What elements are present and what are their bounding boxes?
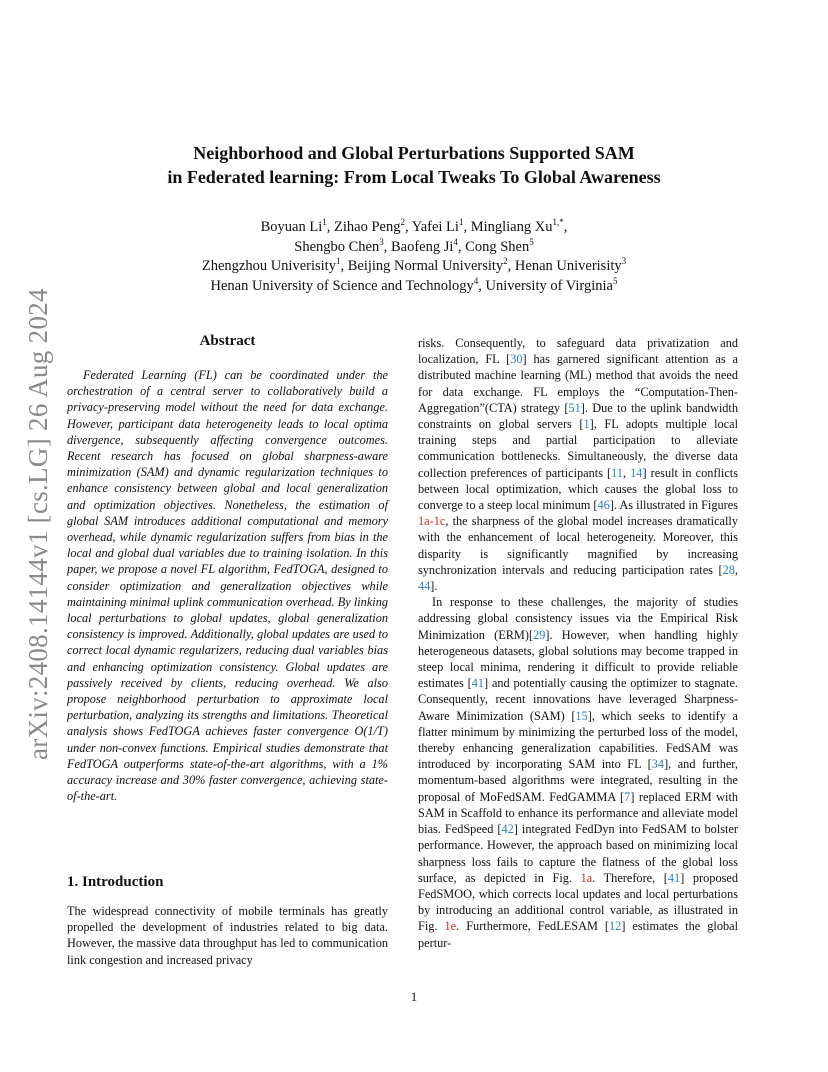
author-affil: 5 [529, 236, 534, 247]
citation-link[interactable]: 34 [651, 757, 665, 772]
author-name: Baofeng Ji [391, 238, 454, 255]
citation-link[interactable]: 41 [667, 870, 681, 885]
text-run: ]. As illustrated in Figures [609, 498, 738, 513]
introduction-heading: 1. Introduction [67, 874, 164, 890]
text-run: ] and potentially causing the optimizer to stagnate. Consequently, recent innovations have leveraged Sharpness-Aware Minimization (SAM) [ [418, 676, 738, 723]
figure-link[interactable]: 1a-1c [418, 514, 446, 529]
text-run: ]. However, when handling highly heterogeneous datasets, global solutions may become trapped in steep local minima, rendering it difficult to provide reliable estimates [ [418, 627, 738, 691]
text-run: ], FL adopts multiple local training steps and partial participation to alleviate communication bottlenecks. Simultaneously, the diverse data collection preferences of participants [ [418, 417, 738, 480]
abstract-heading: Abstract [199, 333, 256, 349]
citation-link[interactable]: 1 [583, 417, 590, 432]
text-run: , the sharpness of the global model increases dramatically with the enhancement of local heterogeneity. Moreover, this disparity is significantly magnified by increasing synchronization intervals and reducing participation rates [ [418, 514, 738, 577]
title-line-1: Neighborhood and Global Perturbations Supported SAM [193, 143, 635, 163]
paper-title [0, 141, 828, 189]
text-run: ] proposed FedSMOO, which corrects local updates and local perturbations by introducing an additional control variable, as illustrated in Fig. [418, 870, 738, 934]
author-name: Cong Shen [465, 238, 530, 255]
figure-link[interactable]: 1e [444, 919, 457, 934]
affiliation: University of Virginia [485, 277, 613, 294]
text-run: . Therefore, [ [592, 870, 668, 885]
citation-link[interactable]: 28 [722, 562, 735, 577]
text-run: ] has garnered significant attention as a distributed machine learning (ML) method that avoids the need for data exchange. FL employs the “Computation-Then-Aggregation”(CTA) strategy [ [418, 352, 739, 415]
author-affil: 1 [458, 217, 464, 228]
citation-link[interactable]: 15 [575, 708, 588, 723]
author-name: Zihao Peng [334, 219, 401, 235]
affiliation-line-1: Zhengzhou Univerisity$^1$, Beijing Normal University$^2$, Henan Univerisity$^3$ [201, 256, 627, 275]
author-name: Boyuan Li [260, 219, 323, 235]
text-run: ] replaced ERM with SAM in Scaffold to enhance its performance and alleviate model bias. FedSpeed [ [418, 789, 739, 837]
citation-link[interactable]: 11 [611, 465, 623, 480]
affiliation: Henan Univerisity [514, 258, 622, 275]
text-run: , [734, 562, 738, 577]
text-run: ] estimates the global pertur- [418, 919, 738, 950]
author-affil: 3 [379, 236, 384, 247]
right-column-text [418, 335, 738, 951]
intro-paragraph: The widespread connectivity of mobile terminals has greatly propelled the development of industries related to big data. However, the massive data throughput has led to communication link congestion and increased privacy [67, 904, 388, 967]
text-run: ]. [430, 579, 438, 594]
author-affil: 2 [400, 217, 405, 228]
author-name: Yafei Li [411, 219, 459, 235]
right-paragraph-1 [418, 335, 738, 594]
affiliation: Beijing Normal University [347, 258, 504, 275]
author-block [0, 218, 828, 296]
affil-mark: 3 [621, 256, 627, 267]
citation-link[interactable]: 7 [624, 789, 631, 804]
author-line-1: Boyuan Li$^1$, Zihao Peng$^2$, Yafei Li$^1$, Mingliang $Xu^{1,*}$, [260, 217, 568, 235]
affiliation-line-2: Henan University of Science and Technology$^4$, University of Virginia$^5$ [210, 275, 618, 294]
text-run: ]. Due to the uplink bandwidth constraints on global servers [ [418, 400, 738, 432]
author-affil: 4 [453, 236, 458, 247]
affil-mark: 1 [335, 256, 341, 267]
page-number: 1 [410, 990, 418, 1004]
arxiv-identifier: arXiv:2408.14144v1 [cs.LG] 26 Aug 2024 [23, 288, 53, 760]
citation-link[interactable]: 46 [597, 498, 610, 513]
citation-link[interactable]: 14 [630, 465, 643, 480]
text-run: ], and further, momentum-based algorithms were integrated, resulting in the proposal of MoFedSAM. FedGAMMA [ [418, 757, 738, 804]
abstract-text [67, 367, 388, 804]
author-line-2: Shengbo Chen$^3$, Baofeng Ji$^4$, Cong Shen$^5$ [294, 236, 534, 255]
author-affil: 1 [322, 217, 327, 228]
affiliation: Zhengzhou Univerisity [201, 258, 336, 275]
citation-link[interactable]: 29 [533, 627, 546, 642]
abstract-part-2: under non-convex functions. Empirical studies demonstrate that FedTOGA outperforms state-of-the-art algorithms, with a 1% accuracy increase and 30% faster convergence, achieving state-of-the-art. [67, 740, 388, 804]
author-name: Shengbo Chen [294, 238, 380, 255]
text-run: ] result in conflicts between local optimization, which causes the global loss to converge to a steep local minimum [ [418, 465, 738, 513]
abstract-paragraph [67, 367, 388, 804]
text-run: risks. Consequently, to safeguard data privatization and localization, FL [ [418, 336, 738, 367]
figure-link[interactable]: 1a [580, 870, 593, 885]
citation-link[interactable]: 42 [501, 822, 514, 837]
citation-link[interactable]: 41 [471, 676, 484, 691]
author-name: Mingliang Xu [470, 219, 553, 235]
citation-link[interactable]: 30 [510, 352, 523, 367]
text-run: ] integrated FedDyn into FedSAM to bolster performance. However, the approach based on minimizing local sharpness loss fails to capture the flatness of the global loss surface, as depicted in Fig. [418, 822, 738, 885]
author-affil: 1,* [552, 217, 564, 228]
citation-link[interactable]: 44 [418, 579, 431, 594]
text-run: . Furthermore, FedLESAM [ [456, 919, 610, 934]
introduction-left-text [67, 903, 388, 968]
affiliation: Henan University of Science and Technology [210, 277, 474, 294]
text-run: In response to these challenges, the majority of studies addressing global consistency issues via the Empirical Risk Minimization (ERM)[ [418, 595, 738, 642]
citation-link[interactable]: 51 [568, 400, 581, 415]
affil-mark: 5 [613, 275, 618, 286]
right-paragraph-2 [418, 594, 738, 950]
title-line-2: in Federated learning: From Local Tweaks To Global Awareness [167, 167, 661, 187]
text-run: , [623, 465, 631, 480]
text-run: ], which seeks to identify a flatter minimum by minimizing the perturbed loss of the model, thereby enhancing generalization capabilities. FedSAM was introduced by incorporating SAM into FL [ [418, 708, 738, 772]
affil-mark: 2 [503, 256, 508, 267]
abstract-part-1: Federated Learning (FL) can be coordinated under the orchestration of a central server to collaboratively build a privacy-preserving model without the need for data exchange. However, participant data heterogeneity leads to local optima divergence, subsequently affecting convergence outcomes. Recent research has focused on global sharpness-aware minimization (SAM) and dynamic regularization techniques to enhance consistency between global and local generalization and optimization objectives. Nonetheless, the estimation of global SAM introduces additional computational and memory overhead, while dynamic regularization suffers from bias in the local and global dual variables due to training isolation. In this paper, we propose a novel FL algorithm, FedTOGA, designed to consider optimization and generalization objectives while maintaining minimal uplink communication overhead. By linking local perturbations to global updates, global generalization consistency is improved. Additionally, global updates are used to correct local dynamic regularizers, reducing dual variables bias and enhancing optimization consistency. Global updates are passively received by clients, reducing overhead. We also propose neighborhood perturbation to approximate local perturbation, analyzing its strengths and limitations. Theoretical analysis shows FedTOGA achieves faster convergence [67, 368, 388, 739]
citation-link[interactable]: 12 [609, 919, 622, 934]
affil-mark: 4 [473, 275, 479, 286]
complexity-formula: O(1/T) [354, 724, 388, 739]
